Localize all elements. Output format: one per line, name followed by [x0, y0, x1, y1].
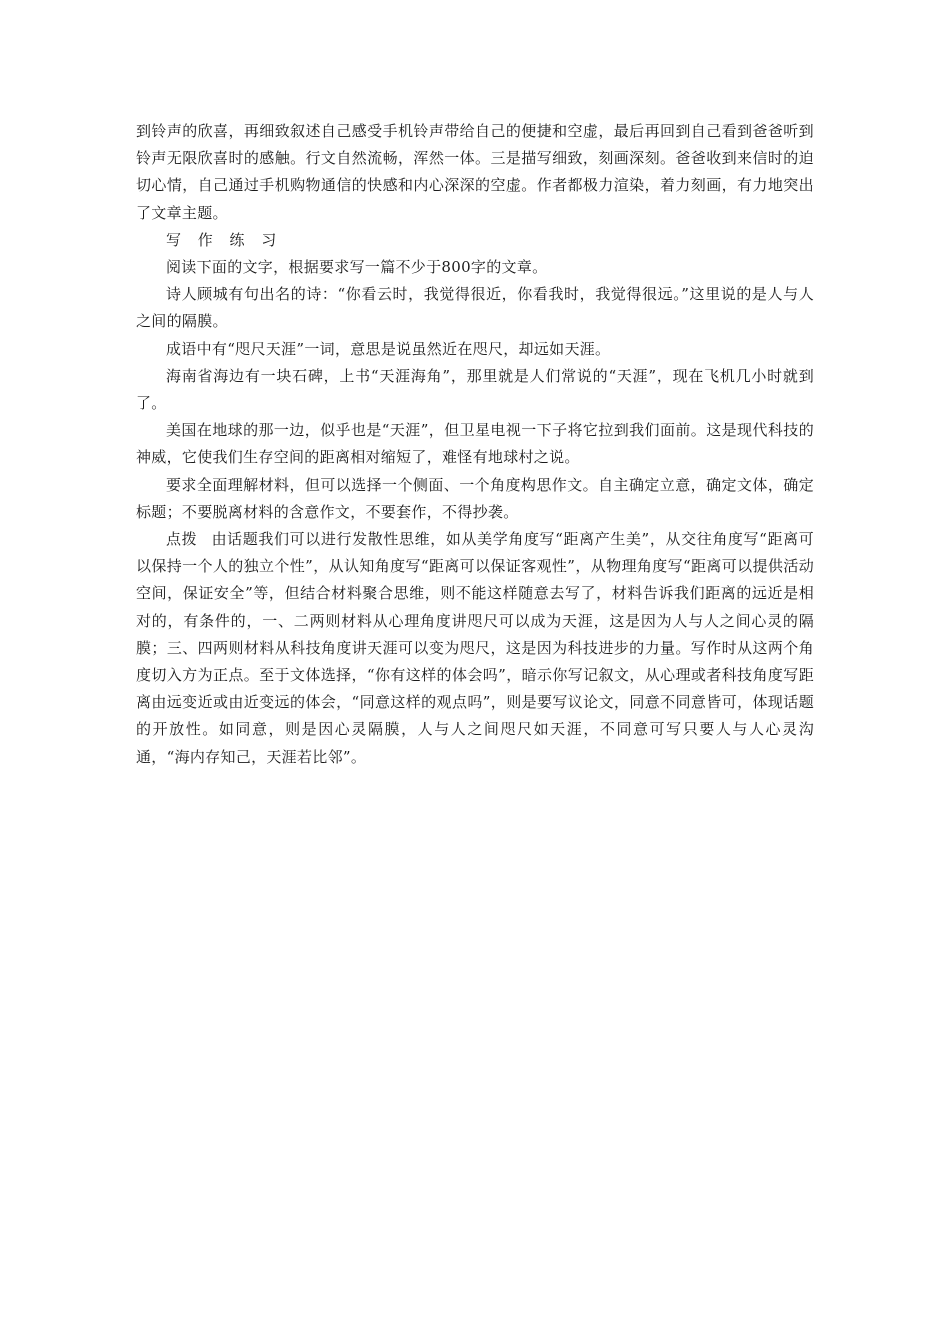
paragraph-instruction: 阅读下面的文字，根据要求写一篇不少于800字的文章。 — [166, 258, 548, 277]
paragraph-requirements: 要求全面理解材料，但可以选择一个侧面、一个角度构思作文。自主确定立意，确定文体，确定标题；不要脱离材料的含意作文，不要套作，不得抄袭。 — [136, 475, 814, 521]
document-page — [136, 118, 814, 771]
paragraph-poem: 诗人顾城有句出名的诗：“你看云时，我觉得很近，你看我时，我觉得很远。”这里说的是人与人之间的隔膜。 — [136, 285, 814, 331]
paragraph-hainan: 海南省海边有一块石碑，上书“天涯海角”，那里就是人们常说的“天涯”，现在飞机几小时就到了。 — [136, 366, 814, 413]
paragraph-guidance — [136, 526, 814, 771]
paragraph-usa: 美国在地球的那一边，似乎也是“天涯”，但卫星电视一下子将它拉到我们面前。这是现代科技的神威，它使我们生存空间的距离相对缩短了，难怪有地球村之说。 — [136, 421, 814, 467]
guidance-label: 点拨 — [166, 530, 198, 549]
section-heading: 写 作 练 习 — [166, 230, 283, 249]
paragraph-idiom: 成语中有“咫尺天涯”一词，意思是说虽然近在咫尺，却远如天涯。 — [166, 339, 611, 358]
guidance-body: 由话题我们可以进行发散性思维，如从美学角度写“距离产生美”，从交往角度写“距离可以保持一个人的独立个性”，从认知角度写“距离可以保证客观性”，从物理角度写“距离可以提供活动空间，保证安全”等，但结合材料聚合思维，则不能这样随意去写了，材料告诉我们距离的远近是相对的，有条件的，一、二两则材料从心理角度讲咫尺可以成为天涯，这是因为人与人之间心灵的隔膜；三、四两则材料从科技角度讲天涯可以变为咫尺，这是因为科技进步的力量。写作时从这两个角度切入方为正点。至于文体选择，“你有这样的体会吗”，暗示你写记叙文，从心理或者科技角度写距离由远变近或由近变远的体会，“同意这样的观点吗”，则是要写议论文，同意不同意皆可，体现话题的开放性。如同意，则是因心灵隔膜，人与人之间咫尺如天涯，不同意可写只要人与人心灵沟通，“海内存知己，天涯若比邻”。 — [136, 530, 814, 766]
paragraph-continued: 到铃声的欣喜，再细致叙述自己感受手机铃声带给自己的便捷和空虚，最后再回到自己看到爸爸听到铃声无限欣喜时的感触。行文自然流畅，浑然一体。三是描写细致，刻画深刻。爸爸收到来信时的迫切心情，自己通过手机购物通信的快感和内心深深的空虚。作者都极力渲染，着力刻画，有力地突出了文章主题。 — [136, 122, 814, 222]
